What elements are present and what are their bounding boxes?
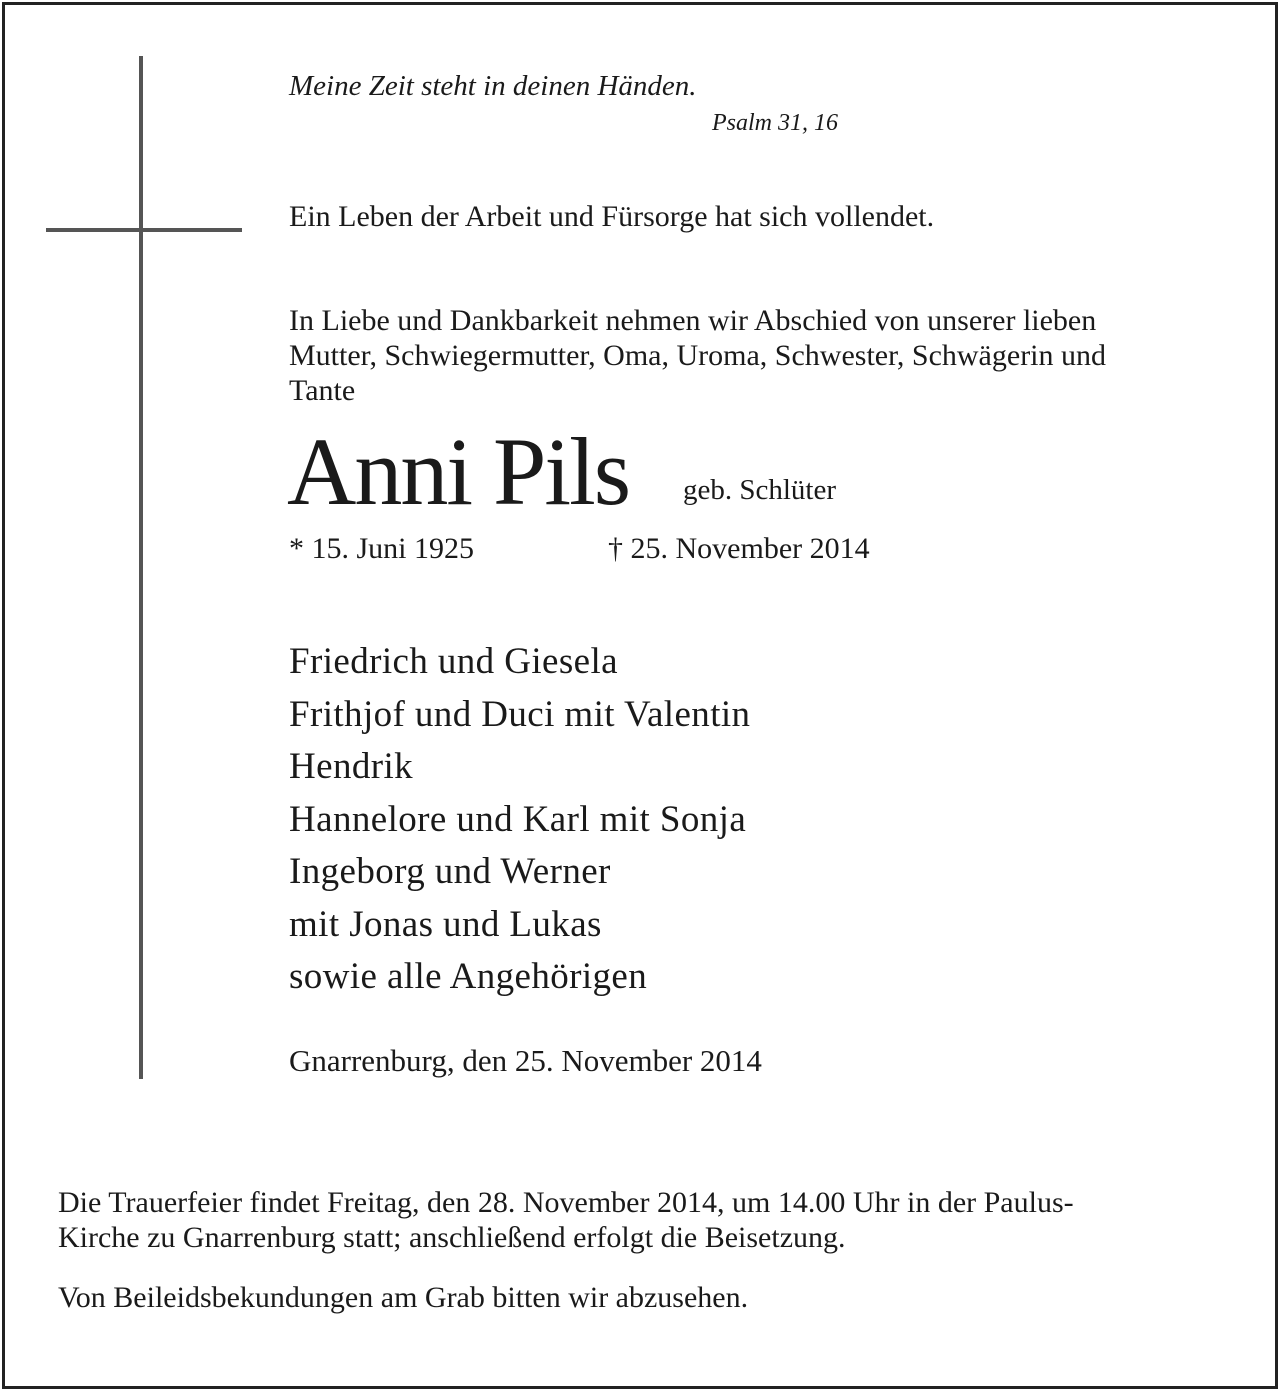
mourner-line: mit Jonas und Lukas — [289, 903, 602, 945]
death-date: † 25. November 2014 — [608, 532, 870, 565]
cross-vertical-bar — [139, 56, 143, 1079]
funeral-info — [58, 1185, 1238, 1255]
birth-date: * 15. Juni 1925 — [289, 532, 475, 565]
farewell-line: In Liebe und Dankbarkeit nehmen wir Abschied von unserer lieben — [289, 304, 1097, 337]
psalm-reference: Psalm 31, 16 — [712, 110, 838, 136]
funeral-line: Die Trauerfeier findet Freitag, den 28. November 2014, um 14.00 Uhr in der Paulus- — [58, 1186, 1074, 1219]
mourner-line: Ingeborg und Werner — [289, 851, 611, 892]
mourner-line: Frithjof und Duci mit Valentin — [289, 693, 751, 735]
mourner-line: Friedrich und Giesela — [289, 641, 618, 682]
maiden-name: geb. Schlüter — [683, 474, 837, 506]
farewell-line: Tante — [289, 374, 356, 407]
cross-horizontal-bar — [46, 228, 242, 232]
mourner-line: Hannelore und Karl mit Sonja — [289, 798, 747, 840]
farewell-line: Mutter, Schwiegermutter, Oma, Uroma, Schwester, Schwägerin und — [289, 339, 1107, 372]
condolence-note: Von Beileidsbekundungen am Grab bitten wir abzusehen. — [58, 1281, 749, 1314]
mourner-line: Hendrik — [289, 746, 414, 787]
deceased-name: Anni Pils — [287, 418, 630, 525]
farewell-text — [289, 303, 1239, 408]
psalm-quote: Meine Zeit steht in deinen Händen. — [289, 70, 697, 102]
place-date: Gnarrenburg, den 25. November 2014 — [289, 1043, 762, 1078]
mourners-list — [289, 636, 750, 1004]
life-statement: Ein Leben der Arbeit und Fürsorge hat sich vollendet. — [289, 200, 935, 233]
funeral-line: Kirche zu Gnarrenburg statt; anschließend erfolgt die Beisetzung. — [58, 1221, 846, 1254]
mourner-line: sowie alle Angehörigen — [289, 956, 648, 997]
